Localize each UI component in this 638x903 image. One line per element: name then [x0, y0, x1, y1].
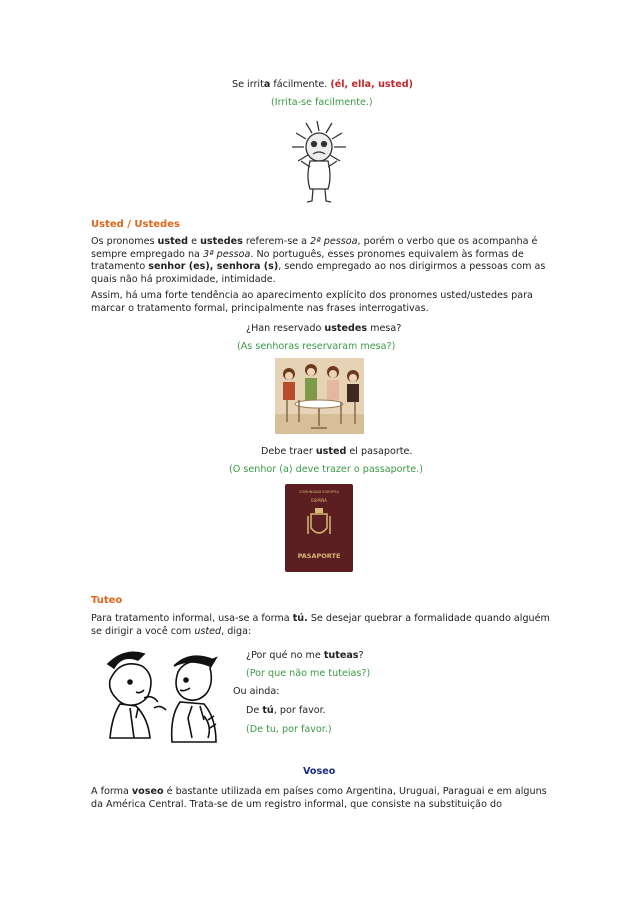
text: , por favor. [273, 705, 326, 716]
translation-pasaporte: (O senhor (a) deve trazer o passaporte.) [229, 464, 423, 475]
text: , porém o verbo que os acompanha é sempre empregado na [91, 236, 538, 260]
two-men-talking-illustration [100, 650, 226, 750]
bold-term: usted [157, 236, 189, 247]
section-heading-usted: Usted / Ustedes [91, 219, 180, 230]
text: ¿Han reservado [246, 323, 325, 334]
paragraph-tuteo [91, 613, 551, 638]
bold-term: senhor (es), senhora (s) [148, 261, 279, 272]
bold-term: tú. [292, 613, 308, 624]
text: . No português, esses pronomes equivalem às formas de tratamento [91, 248, 524, 272]
pronoun-hint: (él, ella, usted) [330, 79, 413, 90]
example-sentence-reservado [246, 323, 401, 334]
italic-term: usted [194, 625, 222, 637]
text: el pasaporte. [346, 446, 413, 457]
irritated-character-illustration [288, 117, 350, 205]
text: Debe traer [261, 446, 316, 457]
bold-term: ustedes [200, 236, 243, 247]
paragraph-usted-tendency: Assim, há uma forte tendência ao aparecimento explícito dos pronomes usted/ustedes para marcar o tratamento formal, principalmente nas frases interrogativas. [91, 290, 533, 314]
text: , sendo empregado ao nos dirigirmos a pessoas com as quais não há proximidade, intimidade. [91, 261, 546, 285]
bold-term: ustedes [324, 323, 368, 334]
text: ¿Por qué no me [246, 650, 324, 661]
italic-term: 3ª pessoa [202, 248, 251, 260]
bold-ending: a [263, 79, 271, 90]
section-heading-tuteo: Tuteo [91, 595, 123, 606]
text: Se desejar quebrar a formalidade quando alguém se dirigir a você com [91, 613, 550, 637]
text: fácilmente. [270, 79, 331, 90]
passport-country: ESPAÑA [311, 498, 327, 503]
passport-label: PASAPORTE [297, 552, 341, 560]
example-sentence-pasaporte [261, 446, 412, 457]
example-sentence-de-tu [246, 705, 326, 716]
text: é bastante utilizada em países como Argentina, Uruguai, Paraguai e em alguns da América Central. Trata-se de um registro informal, que consiste na substituição do [91, 786, 547, 810]
coat-of-arms-icon [307, 508, 331, 540]
passport-illustration [285, 484, 353, 572]
text: De [246, 705, 263, 716]
bold-term: voseo [131, 786, 164, 797]
text: e [188, 236, 201, 247]
text: ? [358, 650, 364, 661]
passport-top-text: COMUNIDAD EUROPEA [299, 490, 339, 494]
translation-de-tu: (De tu, por favor.) [246, 724, 332, 735]
translation-irrita: (Irrita-se facilmente.) [271, 97, 373, 108]
text: referem-se a [242, 236, 311, 247]
translation-tuteas: (Por que não me tuteias?) [246, 668, 371, 679]
text: , diga: [221, 625, 252, 637]
italic-term: 2ª pessoa [310, 236, 358, 247]
paragraph-usted-definition [91, 236, 551, 286]
example-sentence-irrita [232, 79, 413, 90]
text: A forma [91, 786, 132, 797]
paragraph-voseo [91, 786, 551, 811]
women-at-table-illustration [275, 358, 364, 434]
text: Para tratamento informal, usa-se a forma [91, 613, 293, 624]
bold-term: usted [315, 446, 347, 457]
section-heading-voseo: Voseo [303, 766, 336, 777]
text: Se irrit [232, 79, 264, 90]
bold-term: tuteas [323, 650, 359, 661]
bold-term: tú [262, 705, 274, 716]
text: mesa? [367, 323, 402, 334]
text: Os pronomes [91, 236, 158, 247]
or-also-label: Ou ainda: [233, 686, 280, 697]
translation-reservado: (As senhoras reservaram mesa?) [237, 341, 396, 352]
example-sentence-tuteas [246, 650, 364, 661]
